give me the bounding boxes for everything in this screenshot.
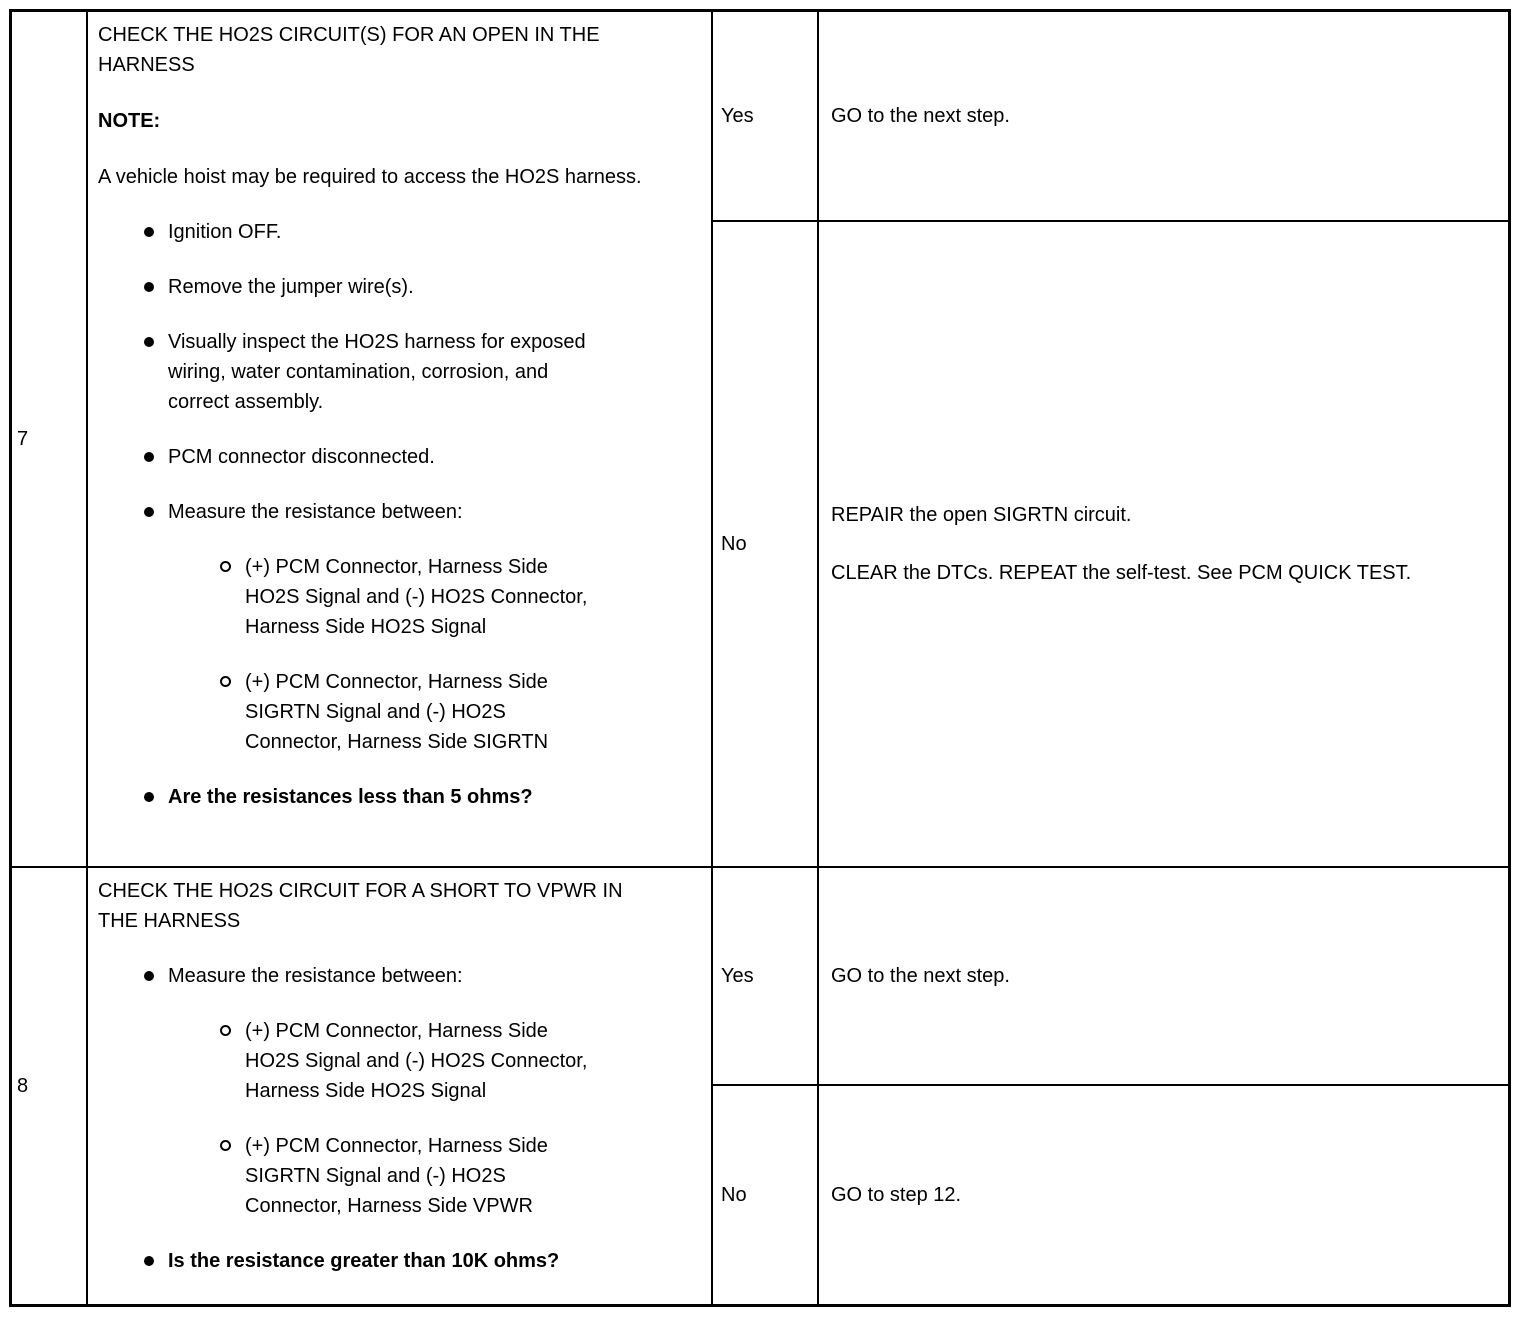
- action-cell: [819, 1086, 1508, 1304]
- action-cell: [819, 868, 1508, 1084]
- step-number: 7: [17, 427, 29, 450]
- bullet-icon: [144, 792, 154, 802]
- result-action-area: [713, 868, 1508, 1304]
- bullet-icon: [144, 337, 154, 347]
- list-item: [98, 961, 701, 991]
- question-text: Are the resistances less than 5 ohms?: [168, 786, 533, 808]
- action-text: GO to the next step.: [831, 965, 1010, 987]
- list-item: [98, 217, 701, 247]
- action-text: GO to step 12.: [831, 1184, 962, 1206]
- bullet-icon: [144, 1256, 154, 1266]
- list-item: [98, 327, 701, 417]
- no-result-row: [713, 222, 1508, 866]
- result-cell: [713, 12, 819, 220]
- procedure-title: CHECK THE HO2S CIRCUIT(S) FOR AN OPEN IN THE HARNESS: [98, 24, 600, 76]
- question-text: Is the resistance greater than 10K ohms?: [168, 1250, 560, 1272]
- result-label-no: No: [721, 532, 747, 555]
- sub-bullet-text: (+) PCM Connector, Harness Side HO2S Signal and (-) HO2S Connector, Harness Side HO2S Signal: [245, 1020, 588, 1102]
- yes-result-row: [713, 868, 1508, 1086]
- result-label-no: No: [721, 1183, 747, 1206]
- bullet-icon: [144, 452, 154, 462]
- note-body: A vehicle hoist may be required to access the HO2S harness.: [98, 166, 642, 188]
- bullet-text: Visually inspect the HO2S harness for exposed wiring, water contamination, corrosion, and correct assembly.: [168, 331, 586, 413]
- sub-list-item: [98, 1016, 701, 1106]
- bullet-text: Ignition OFF.: [168, 221, 282, 243]
- sub-bullet-text: (+) PCM Connector, Harness Side HO2S Signal and (-) HO2S Connector, Harness Side HO2S Signal: [245, 556, 588, 638]
- sub-bullet-icon: [220, 561, 231, 572]
- bullet-icon: [144, 282, 154, 292]
- result-action-area: [713, 12, 1508, 866]
- action-cell: [819, 12, 1508, 220]
- bullet-text: Measure the resistance between:: [168, 965, 463, 987]
- list-item: [98, 272, 701, 302]
- action-cell: [819, 222, 1508, 866]
- no-result-row: [713, 1086, 1508, 1304]
- result-cell: [713, 868, 819, 1084]
- result-cell: [713, 1086, 819, 1304]
- sub-list-item: [98, 552, 701, 642]
- sub-list-item: [98, 1131, 701, 1221]
- question-item: [98, 1246, 701, 1276]
- step-number-cell: [12, 12, 88, 866]
- procedure-title: CHECK THE HO2S CIRCUIT FOR A SHORT TO VPWR IN THE HARNESS: [98, 880, 623, 932]
- question-item: [98, 782, 701, 812]
- sub-bullet-icon: [220, 1025, 231, 1036]
- bullet-text: Remove the jumper wire(s).: [168, 276, 414, 298]
- bullet-text: PCM connector disconnected.: [168, 446, 435, 468]
- note-label: NOTE:: [98, 110, 161, 132]
- procedure-cell: [88, 868, 713, 1304]
- procedure-cell: [88, 12, 713, 866]
- bullet-icon: [144, 227, 154, 237]
- table-row: [12, 12, 1508, 868]
- step-number: 8: [17, 1074, 29, 1097]
- bullet-icon: [144, 971, 154, 981]
- action-text: CLEAR the DTCs. REPEAT the self-test. See PCM QUICK TEST.: [831, 562, 1412, 584]
- step-number-cell: [12, 868, 88, 1304]
- pinpoint-test-table: [9, 9, 1511, 1307]
- list-item: [98, 442, 701, 472]
- table-row: [12, 868, 1508, 1304]
- result-label-yes: Yes: [721, 964, 754, 987]
- sub-bullet-icon: [220, 676, 231, 687]
- bullet-icon: [144, 507, 154, 517]
- result-label-yes: Yes: [721, 104, 754, 127]
- yes-result-row: [713, 12, 1508, 222]
- sub-bullet-text: (+) PCM Connector, Harness Side SIGRTN Signal and (-) HO2S Connector, Harness Side VPWR: [245, 1135, 548, 1217]
- action-text: REPAIR the open SIGRTN circuit.: [831, 504, 1132, 526]
- sub-list-item: [98, 667, 701, 757]
- bullet-text: Measure the resistance between:: [168, 501, 463, 523]
- sub-bullet-text: (+) PCM Connector, Harness Side SIGRTN Signal and (-) HO2S Connector, Harness Side SIGRTN: [245, 671, 549, 753]
- sub-bullet-icon: [220, 1140, 231, 1151]
- list-item: [98, 497, 701, 527]
- result-cell: [713, 222, 819, 866]
- action-text: GO to the next step.: [831, 105, 1010, 127]
